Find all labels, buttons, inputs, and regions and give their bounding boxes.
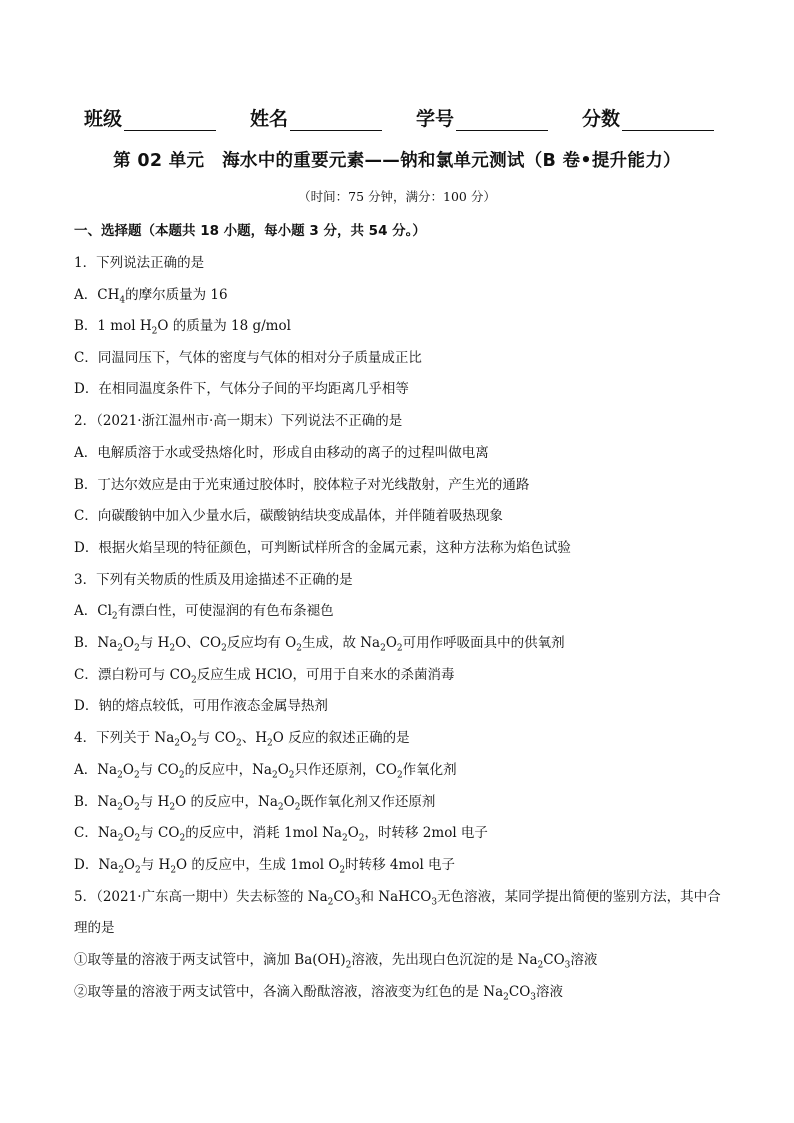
question-2-option-b: B．丁达尔效应是由于光束通过胶体时，胶体粒子对光线散射，产生光的通路	[74, 477, 530, 493]
question-2-option-d: D．根据火焰呈现的特征颜色，可判断试样所含的金属元素，这种方法称为焰色试验	[74, 540, 571, 556]
question-3-option-a: A．$Cl_2$有漂白性，可使湿润的有色布条褪色	[74, 603, 334, 622]
question-4-option-b: B．$Na_2O_2$与 $H_2O$ 的反应中，$Na_2O_2$既作氧化剂又作还原剂	[74, 794, 436, 813]
question-2-stem: 2．（2021·浙江温州市·高一期末）下列说法不正确的是	[74, 413, 403, 429]
question-4-option-a: A．$Na_2O_2$与 $CO_2$的反应中，$Na_2O_2$只作还原剂，$CO_2$作氧化剂	[74, 762, 457, 781]
question-4-option-d: D．$Na_2O_2$与 $H_2O$ 的反应中，生成 1mol $O_2$时转移 4mol 电子	[74, 857, 456, 876]
question-3-option-c: C．漂白粉可与 $CO_2$反应生成 HClO，可用于自来水的杀菌消毒	[74, 667, 455, 686]
question-1-option-c: C．同温同压下，气体的密度与气体的相对分子质量成正比	[74, 350, 422, 366]
name-label: 姓名	[249, 108, 288, 130]
question-5-item-2: ②取等量的溶液于两支试管中，各滴入酚酞溶液，溶液变为红色的是 $Na_2CO_3$溶液	[74, 984, 564, 1003]
score-label: 分数	[581, 108, 620, 130]
score-blank-line[interactable]	[622, 112, 714, 131]
name-field	[250, 104, 382, 131]
question-1-option-d: D．在相同温度条件下，气体分子间的平均距离几乎相等	[74, 381, 409, 397]
question-2-option-a: A．电解质溶于水或受热熔化时，形成自由移动的离子的过程叫做电离	[74, 445, 489, 461]
question-3-option-d: D．钠的熔点较低，可用作液态金属导热剂	[74, 698, 328, 714]
question-2-option-c: C．向碳酸钠中加入少量水后，碳酸钠结块变成晶体，并伴随着吸热现象	[74, 508, 503, 524]
question-1-stem: 1．下列说法正确的是	[74, 255, 205, 271]
student-info-fields	[84, 104, 714, 131]
score-field	[582, 104, 714, 131]
question-4-stem: 4．下列关于 $Na_2O_2$与 $CO_2$、$H_2O$ 反应的叙述正确的是	[74, 730, 410, 749]
time-score-note: （时间：75 分钟，满分：100 分）	[298, 189, 496, 204]
question-5-stem-line-1: 5．（2021·广东高一期中）失去标签的 $Na_2CO_3$和 NaHCO$_3$无色溶液，某同学提出简便的鉴别方法，其中合	[74, 889, 721, 908]
number-field	[416, 104, 548, 131]
question-1-option-a: A．$CH_4$的摩尔质量为 16	[74, 287, 228, 306]
number-label: 学号	[415, 108, 454, 130]
name-blank-line[interactable]	[290, 112, 382, 131]
question-3-option-b: B．$Na_2O_2$与 $H_2O$、$CO_2$反应均有 $O_2$生成，故 $Na_2O_2$可用作呼吸面具中的供氧剂	[74, 635, 565, 654]
question-3-stem: 3．下列有关物质的性质及用途描述不正确的是	[74, 572, 353, 588]
class-blank-line[interactable]	[124, 112, 216, 131]
number-blank-line[interactable]	[456, 112, 548, 131]
section-heading: 一、选择题（本题共 18 小题，每小题 3 分，共 54 分。）	[74, 223, 426, 239]
class-field	[84, 104, 216, 131]
question-5-stem-line-2: 理的是	[74, 920, 115, 936]
question-5-item-1: ①取等量的溶液于两支试管中，滴加 $Ba(OH)_2$溶液，先出现白色沉淀的是 $Na_2CO_3$溶液	[74, 952, 598, 971]
question-4-option-c: C．$Na_2O_2$与 $CO_2$的反应中，消耗 1mol $Na_2O_2$，时转移 2mol 电子	[74, 825, 488, 844]
page-title: 第 02 单元 海水中的重要元素——钠和氯单元测试（B 卷•提升能力）	[113, 151, 681, 171]
question-1-option-b: B．1 mol $H_2O$ 的质量为 18 g/mol	[74, 318, 291, 337]
class-label: 班级	[84, 108, 123, 130]
